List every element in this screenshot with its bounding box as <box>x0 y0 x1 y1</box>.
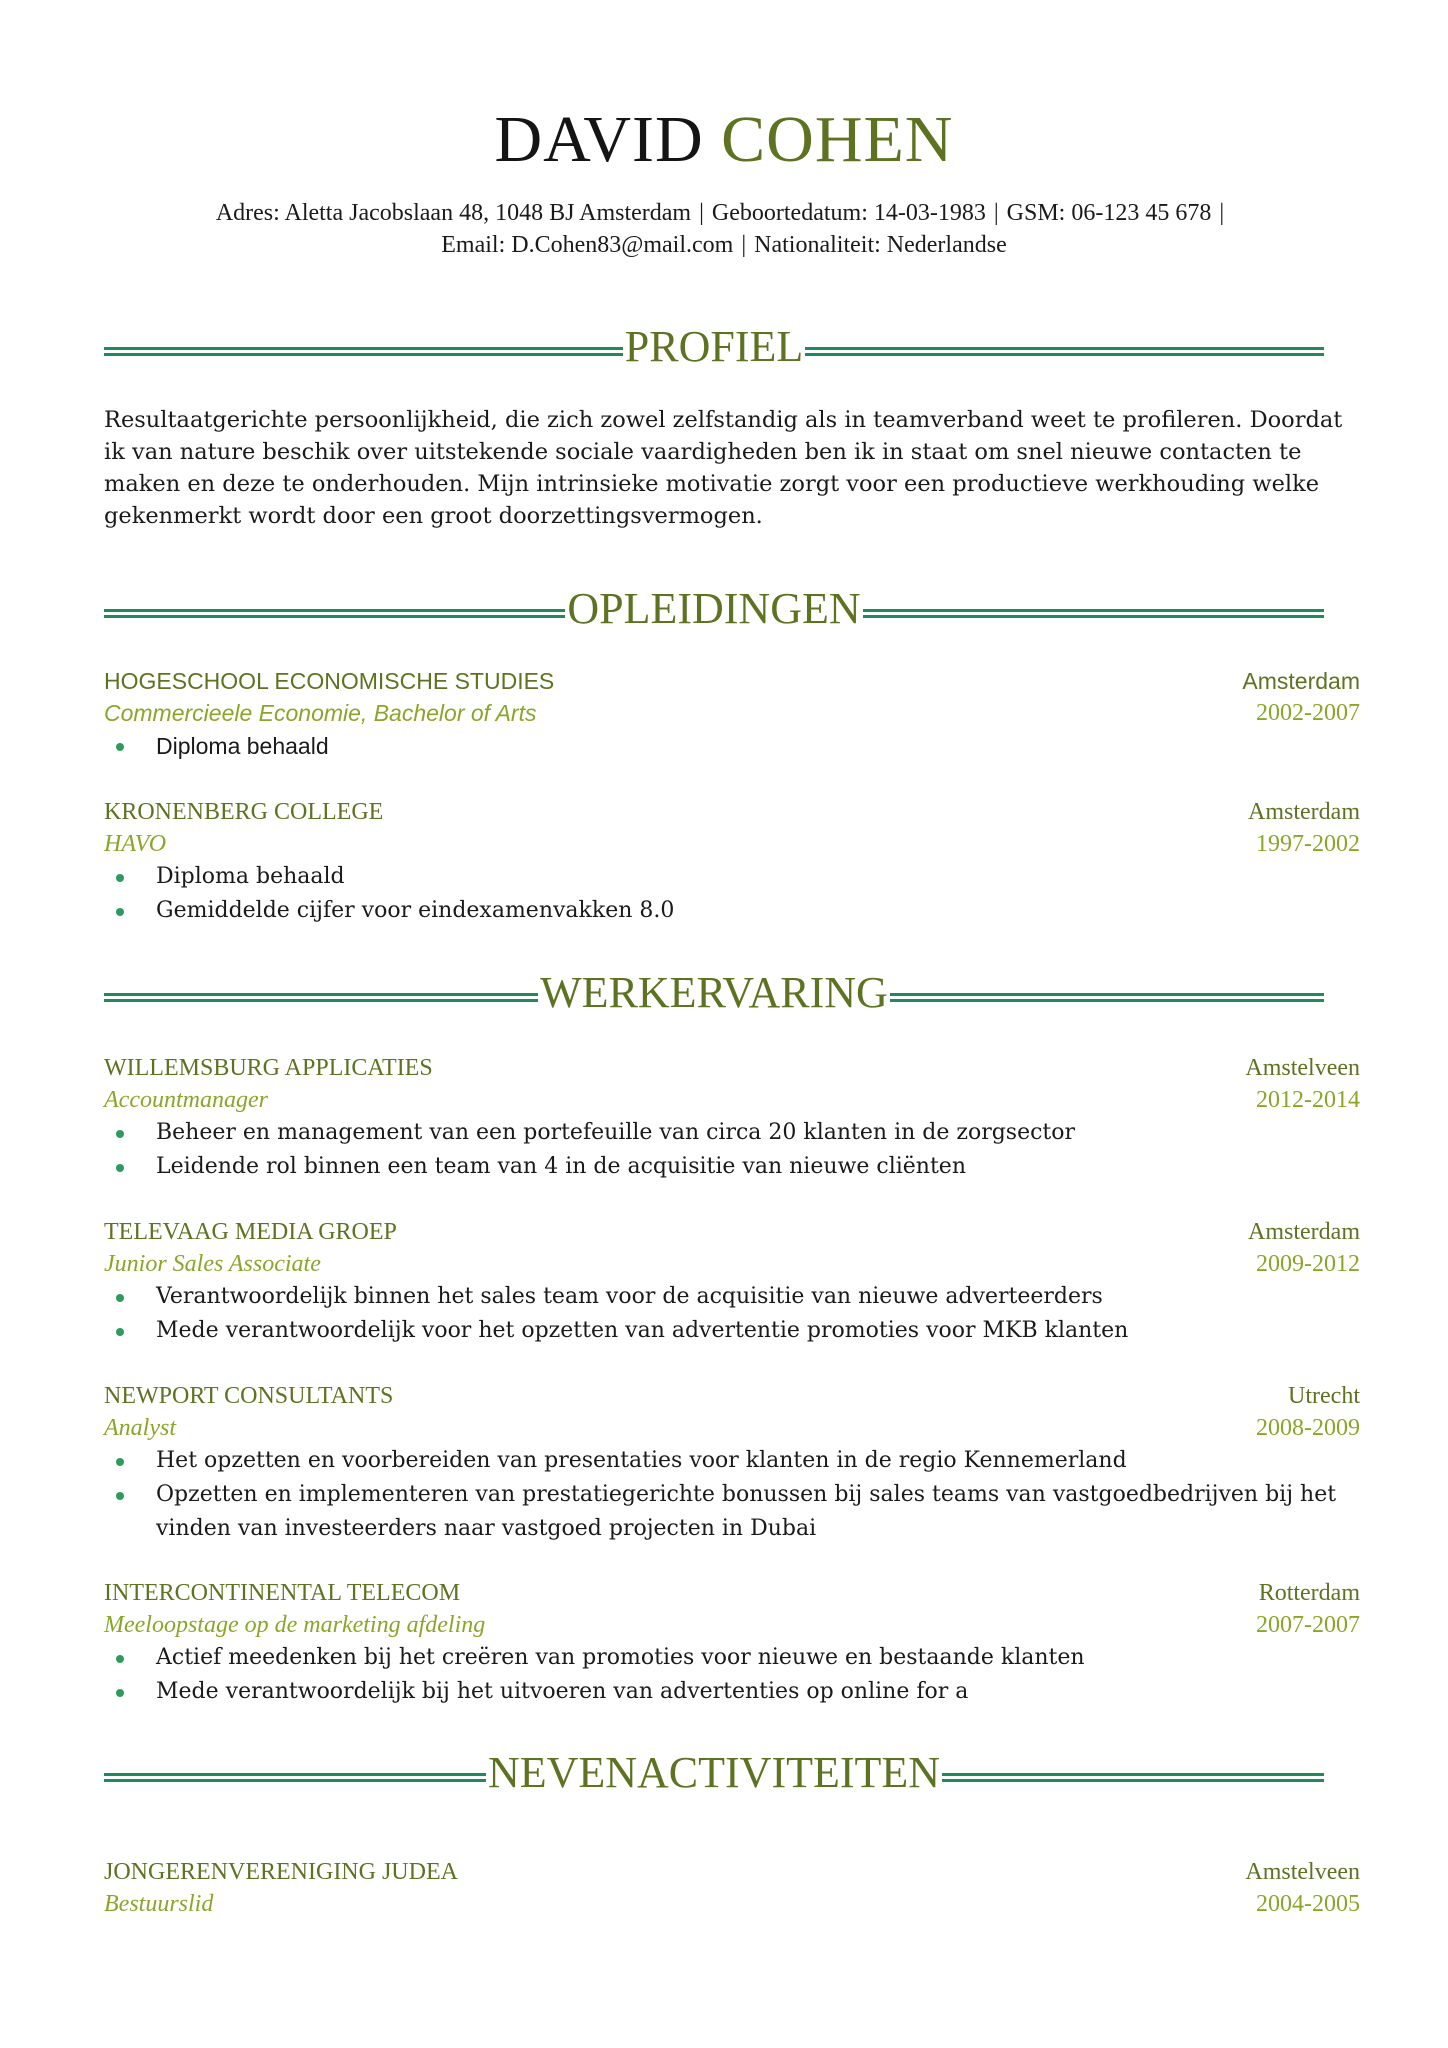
profile-text: Resultaatgerichte persoonlijkheid, die zich zowel zelfstandig als in teamverband weet te profileren. Doordat ik van nature beschik over uitstekende sociale vaardigheden ben ik in staat om snel nieuwe contacten te maken en deze te onderhouden. Mijn intrinsieke motivatie zorgt voor een productieve werkhouding welke gekenmerkt wordt door een groot doorzettingsvermogen. <box>104 407 1343 529</box>
bullet-list <box>104 1116 1360 1184</box>
birth-date: Geboortedatum: 14-03-1983 <box>711 200 986 226</box>
bullet-icon <box>116 1689 124 1697</box>
phone: GSM: 06-123 45 678 <box>1006 200 1212 226</box>
bullet-icon <box>116 1458 124 1466</box>
years: 1997-2002 <box>1256 831 1360 857</box>
list-item: Mede verantwoordelijk voor het opzetten van advertentie promoties voor MKB klanten <box>104 1314 1360 1348</box>
list-item: Diploma behaald <box>104 860 1360 894</box>
experience-entry <box>104 1216 1360 1348</box>
list-item: Het opzetten en voorbereiden van presentaties voor klanten in de regio Kennemerland <box>104 1444 1360 1478</box>
education-entry <box>104 796 1360 928</box>
list-item: Actief meedenken bij het creëren van promoties voor nieuwe en bestaande klanten <box>104 1641 1360 1675</box>
bullet-list <box>104 1280 1360 1348</box>
contact-line-2: Email: D.Cohen83@mail.com | Nationaliteit: Nederlandse <box>441 232 1007 258</box>
section-nevenactiviteiten <box>104 1748 1324 1798</box>
address: Adres: Aletta Jacobslaan 48, 1048 BJ Amsterdam <box>215 200 692 226</box>
experience-entry <box>104 1380 1360 1546</box>
bullet-list <box>104 860 1360 928</box>
section-opleidingen <box>104 584 1324 634</box>
bullet-icon <box>116 1130 124 1138</box>
location: Amsterdam <box>1242 668 1360 694</box>
list-item-continuation: vinden van investeerders naar vastgoed projecten in Dubai <box>156 1516 817 1541</box>
bullet-icon <box>116 1492 124 1500</box>
location: Amsterdam <box>1248 799 1360 825</box>
bullet-list <box>104 729 1360 763</box>
employer: INTERCONTINENTAL TELECOM <box>104 1580 461 1606</box>
experience-entry <box>104 1577 1360 1709</box>
experience-entry <box>104 1052 1360 1184</box>
candidate-name <box>0 100 1448 180</box>
bullet-icon <box>116 1294 124 1302</box>
section-title: OPLEIDINGEN <box>567 584 861 633</box>
bullet-icon <box>116 743 124 751</box>
list-item: Leidende rol binnen een team van 4 in de acquisitie van nieuwe cliënten <box>104 1150 1360 1184</box>
location: Amsterdam <box>1248 1219 1360 1245</box>
bullet-icon <box>116 1328 124 1336</box>
location: Utrecht <box>1288 1383 1360 1409</box>
section-title: NEVENACTIVITEITEN <box>487 1748 941 1797</box>
bullet-list <box>104 1641 1360 1709</box>
years: 2008-2009 <box>1256 1415 1360 1441</box>
location: Amstelveen <box>1245 1055 1360 1081</box>
years: 2002-2007 <box>1256 700 1360 726</box>
years: 2007-2007 <box>1256 1612 1360 1638</box>
organization: JONGERENVERENIGING JUDEA <box>104 1859 458 1885</box>
location: Amstelveen <box>1245 1859 1360 1885</box>
job-title: Analyst <box>104 1415 176 1441</box>
job-title: Meeloopstage op de marketing afdeling <box>104 1612 486 1638</box>
institution: HOGESCHOOL ECONOMISCHE STUDIES <box>104 668 555 694</box>
employer: WILLEMSBURG APPLICATIES <box>104 1055 433 1081</box>
bullet-icon <box>116 1164 124 1172</box>
activity-role: Bestuurslid <box>104 1891 214 1917</box>
job-title: Accountmanager <box>104 1087 268 1113</box>
last-name: COHEN <box>721 103 954 176</box>
bullet-list <box>104 1444 1360 1546</box>
list-item: Diploma behaald <box>104 729 1360 763</box>
degree: Commercieele Economie, Bachelor of Arts <box>104 700 537 726</box>
section-werkervaring <box>104 968 1324 1018</box>
section-title: WERKERVARING <box>540 968 888 1017</box>
job-title: Junior Sales Associate <box>104 1251 321 1277</box>
list-item: Gemiddelde cijfer voor eindexamenvakken 8.0 <box>104 894 1360 928</box>
list-item: Beheer en management van een portefeuille van circa 20 klanten in de zorgsector <box>104 1116 1360 1150</box>
activity-entry <box>104 1856 1360 1920</box>
location: Rotterdam <box>1258 1580 1360 1606</box>
email: Email: D.Cohen83@mail.com <box>441 232 734 258</box>
list-item: Mede verantwoordelijk bij het uitvoeren van advertenties op online for a <box>104 1675 1360 1709</box>
education-entry <box>104 665 1360 763</box>
list-item: Opzetten en implementeren van prestatiegerichte bonussen bij sales teams van vastgoedbedrijven bij het <box>104 1478 1360 1512</box>
years: 2004-2005 <box>1256 1891 1360 1917</box>
first-name: DAVID <box>494 103 704 176</box>
list-item: Verantwoordelijk binnen het sales team voor de acquisitie van nieuwe adverteerders <box>104 1280 1360 1314</box>
employer: NEWPORT CONSULTANTS <box>104 1383 394 1409</box>
bullet-icon <box>116 874 124 882</box>
years: 2012-2014 <box>1256 1087 1360 1113</box>
bullet-icon <box>116 908 124 916</box>
section-title: PROFIEL <box>624 322 804 371</box>
institution: KRONENBERG COLLEGE <box>104 799 384 825</box>
nationality: Nationaliteit: Nederlandse <box>754 232 1007 258</box>
contact-line-1: Adres: Aletta Jacobslaan 48, 1048 BJ Amsterdam | Geboortedatum: 14-03-1983 | GSM: 06-123 45 678 | <box>215 200 1225 226</box>
employer: TELEVAAG MEDIA GROEP <box>104 1219 397 1245</box>
bullet-icon <box>116 1655 124 1663</box>
section-profiel <box>104 322 1324 372</box>
years: 2009-2012 <box>1256 1251 1360 1277</box>
degree: HAVO <box>104 831 167 857</box>
